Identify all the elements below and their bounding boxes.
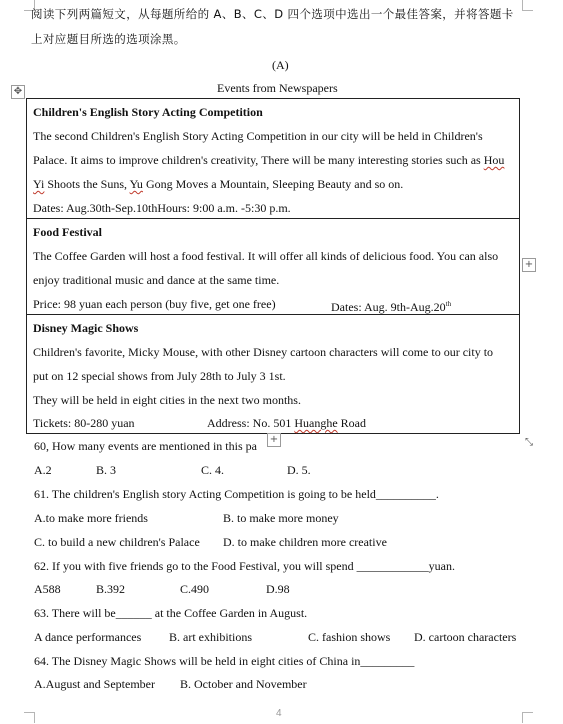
event-box-food-festival bbox=[26, 218, 520, 315]
add-column-icon[interactable]: + bbox=[522, 258, 536, 272]
event-story-line-3-b: Shoots the Suns, bbox=[44, 177, 130, 191]
q60-option-d: D. 5. bbox=[287, 463, 311, 477]
q60-option-c: C. 4. bbox=[201, 463, 225, 477]
question-61-stem: 61. The children's English story Acting Competition is going to be held__________. bbox=[34, 487, 439, 501]
event-box-disney-shows bbox=[26, 314, 520, 434]
instruction-line-2: 上对应题目所选的选项涂黑。 bbox=[31, 32, 186, 46]
page-number: 4 bbox=[276, 708, 282, 719]
q61-option-d: D. to make children more creative bbox=[223, 535, 387, 549]
q60-option-b: B. 3 bbox=[96, 463, 117, 477]
q61-option-b: B. to make more money bbox=[223, 511, 339, 525]
q61-option-c: C. to build a new children's Palace bbox=[34, 535, 200, 549]
event-title-food: Food Festival bbox=[33, 225, 102, 239]
event-disney-address-a: Address: No. 501 bbox=[207, 416, 295, 430]
q61-option-a: A.to make more friends bbox=[34, 511, 148, 525]
event-disney-line-1: Children's favorite, Micky Mouse, with other Disney cartoon characters will come to our city to bbox=[33, 345, 494, 359]
question-64-stem: 64. The Disney Magic Shows will be held in eight cities of China in_________ bbox=[34, 654, 415, 668]
passage-label: (A) bbox=[272, 58, 289, 72]
question-62-stem: 62. If you with five friends go to the Food Festival, you will spend ____________yuan. bbox=[34, 559, 455, 573]
event-title-disney: Disney Magic Shows bbox=[33, 321, 139, 335]
crop-mark-top-right bbox=[522, 0, 533, 11]
q64-option-b: B. October and November bbox=[180, 677, 307, 691]
event-story-line-2-text: Palace. It aims to improve children's creativity, There will be many interesting stories such as bbox=[33, 153, 481, 167]
q63-option-c: C. fashion shows bbox=[308, 630, 391, 644]
table-title: Events from Newspapers bbox=[217, 81, 338, 95]
event-title-story: Children's English Story Acting Competition bbox=[33, 105, 263, 119]
q63-option-a: A dance performances bbox=[34, 630, 142, 644]
q62-option-c: C.490 bbox=[180, 582, 210, 596]
event-food-price: Price: 98 yuan each person (buy five, get one free) bbox=[33, 297, 276, 311]
q64-option-a: A.August and September bbox=[34, 677, 155, 691]
event-story-line-3 bbox=[33, 176, 403, 192]
event-disney-line-3: They will be held in eight cities in the next two months. bbox=[33, 393, 301, 407]
event-disney-address-c: Road bbox=[337, 416, 366, 430]
event-story-line-3-d: Gong Moves a Mountain, Sleeping Beauty and so on. bbox=[142, 177, 404, 191]
event-food-dates bbox=[331, 296, 451, 315]
q63-option-d: D. cartoon characters bbox=[414, 630, 517, 644]
event-story-line-2-tail: Hou bbox=[483, 153, 505, 167]
q62-option-a: A588 bbox=[34, 582, 61, 596]
q62-option-b: B.392 bbox=[96, 582, 126, 596]
event-food-line-2: enjoy traditional music and dance at the same time. bbox=[33, 273, 280, 287]
event-story-dates: Dates: Aug.30th-Sep.10thHours: 9:00 a.m. -5:30 p.m. bbox=[33, 201, 291, 215]
instruction-line-1: 阅读下列两篇短文，从每题所给的 A、B、C、D 四个选项中选出一个最佳答案，并将答题卡 bbox=[31, 7, 514, 21]
question-60-stem: 60, How many events are mentioned in this pa bbox=[34, 439, 257, 453]
table-move-handle-icon[interactable]: ✥ bbox=[11, 85, 25, 99]
q62-option-d: D.98 bbox=[266, 582, 290, 596]
event-story-line-1: The second Children's English Story Acting Competition in our city will be held in Children's bbox=[33, 129, 483, 143]
event-food-line-1: The Coffee Garden will host a food festival. It will offer all kinds of delicious food. You can also bbox=[33, 249, 499, 263]
event-disney-address bbox=[207, 415, 366, 431]
event-food-dates-sup: th bbox=[445, 300, 452, 308]
event-disney-line-2: put on 12 special shows from July 28th to July 3 1st. bbox=[33, 369, 286, 383]
event-disney-address-b: Huanghe bbox=[294, 416, 338, 430]
event-story-line-3-a: Yi bbox=[33, 177, 45, 191]
event-box-story-competition bbox=[26, 98, 520, 219]
event-story-line-2 bbox=[33, 152, 504, 168]
question-63-stem: 63. There will be______ at the Coffee Garden in August. bbox=[34, 606, 308, 620]
event-food-dates-text: Dates: Aug. 9th-Aug.20 bbox=[331, 300, 446, 314]
event-disney-tickets: Tickets: 80-280 yuan bbox=[33, 416, 135, 430]
table-resize-handle-icon[interactable]: ⤡ bbox=[525, 437, 533, 448]
crop-mark-bottom-right bbox=[522, 712, 533, 723]
event-story-line-3-c: Yu bbox=[129, 177, 143, 191]
add-row-icon[interactable]: + bbox=[267, 433, 281, 447]
q63-option-b: B. art exhibitions bbox=[169, 630, 252, 644]
crop-mark-bottom-left bbox=[24, 712, 35, 723]
q60-option-a: A.2 bbox=[34, 463, 52, 477]
